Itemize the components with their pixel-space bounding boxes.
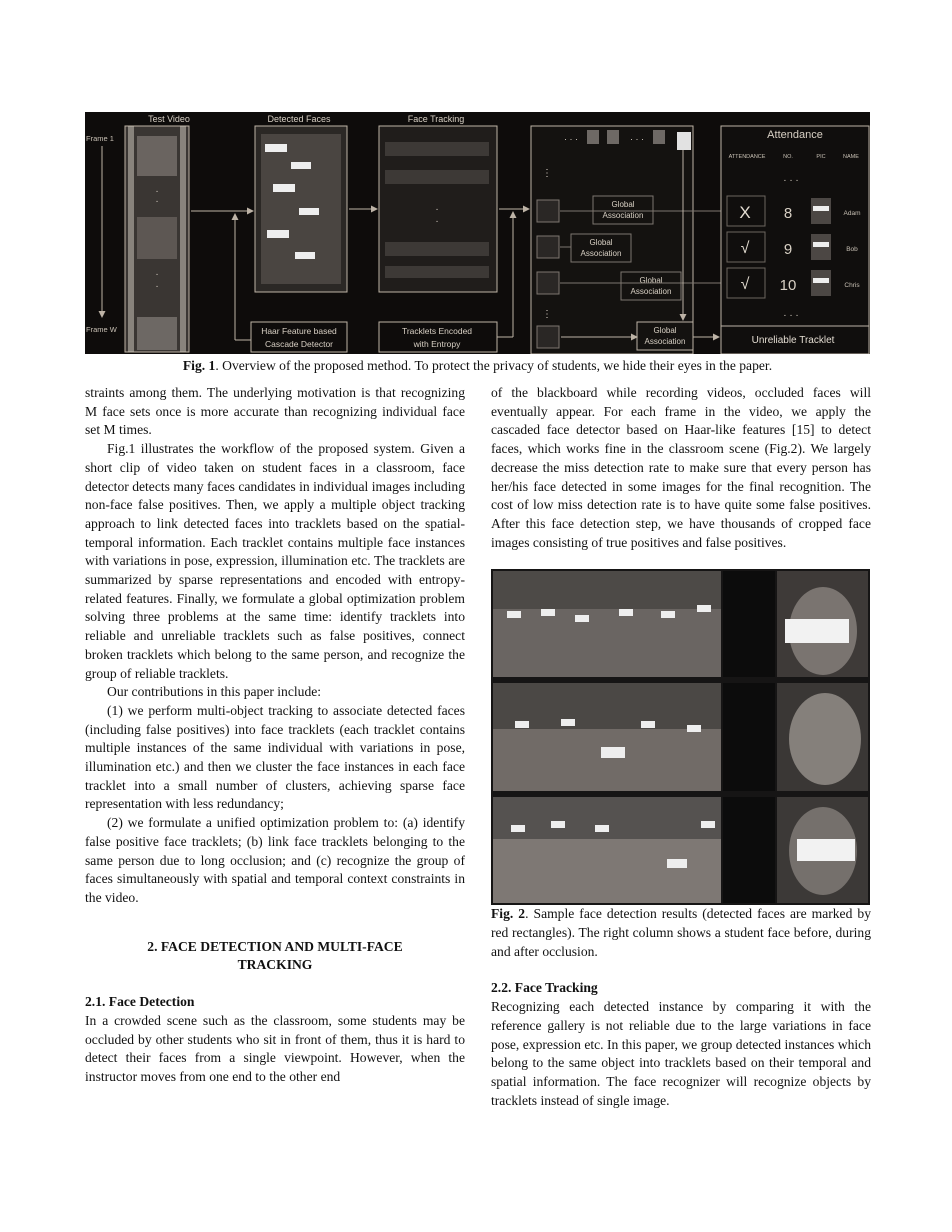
svg-text:·: ·	[155, 186, 159, 197]
global-assoc-4-line1: Global	[653, 326, 677, 335]
left-paragraph-2: Fig.1 illustrates the workflow of the proposed system. Given a short clip of video taken on student faces in a classroom, face detector detects many faces candidates in individual images including non-face false positives. Then, we apply a multiple object tracking approach to link detected faces into tracklets based on the spatial-temporal information. Each tracklet contains multiple face instances with variations in pose, expression, illumination etc. The tracklets are summarized by sparse representations and encoded with entropy-related features. Finally, we formulate a global optimization problem solving three problems at the same time: identify tracklets into reliable and unreliable tracklets such as false positives, connect broken tracklets which belong to the same person, and recognize the group of reliable tracklets.	[85, 441, 465, 681]
attendance-table	[721, 126, 869, 354]
figure-1-caption	[85, 358, 870, 374]
figure-2-caption-label: Fig. 2	[491, 906, 526, 922]
subsection-2-1-title: 2.1. Face Detection	[85, 994, 195, 1010]
attendance-title: Attendance	[767, 129, 823, 141]
attendance-mark-chris: √	[740, 276, 750, 293]
haar-label-line1: Haar Feature based	[261, 326, 337, 336]
svg-text:· · ·: · · ·	[564, 134, 578, 144]
attendance-no-adam: 8	[783, 205, 793, 222]
attendance-ellipsis-bottom: · · ·	[783, 310, 799, 321]
attendance-header-pic: PIC	[816, 154, 826, 160]
figure-2-caption-text: . Sample face detection results (detected faces are marked by red rectangles). The right column shows a student face before, during and after occlusion.	[491, 906, 871, 959]
global-assoc-1-line2: Association	[602, 211, 644, 220]
svg-text:·: ·	[155, 281, 159, 292]
attendance-header-attendance: ATTENDANCE	[728, 154, 766, 160]
attendance-name-chris: Chris	[844, 282, 860, 289]
tracklets-label-line1: Tracklets Encoded	[401, 326, 473, 336]
figure-1	[85, 112, 870, 354]
film-strip	[125, 126, 189, 352]
left-paragraph-6: In a crowded scene such as the classroom, some students may be occluded by other students who sit in front of them, thus it is hard to detect their faces from a single viewpoint. However, when the instructor moves from one end to the other end	[85, 1012, 465, 1084]
global-assoc-1-line1: Global	[611, 200, 635, 209]
face-tracking-box	[379, 126, 497, 292]
attendance-name-bob: Bob	[846, 246, 858, 253]
haar-detector-box	[251, 322, 347, 352]
label-test-video: Test Video	[148, 114, 190, 124]
global-assoc-3-line1: Global	[639, 276, 663, 285]
haar-label-line2: Cascade Detector	[264, 339, 334, 349]
attendance-no-chris: 10	[779, 277, 797, 294]
subsection-2-2-title: 2.2. Face Tracking	[491, 980, 598, 996]
section-2-title-line1: 2. FACE DETECTION AND MULTI-FACE	[147, 938, 403, 954]
right-column	[491, 384, 871, 1110]
tracklets-entropy-box	[379, 322, 497, 352]
svg-text:⋮: ⋮	[542, 309, 552, 320]
attendance-no-bob: 9	[783, 241, 793, 258]
figure-1-caption-label: Fig. 1	[182, 358, 216, 373]
attendance-mark-bob: √	[740, 240, 750, 257]
svg-text:·: ·	[155, 196, 159, 207]
label-frame-w: Frame W	[86, 325, 117, 334]
figure-2-caption	[491, 905, 871, 961]
detected-faces-box	[255, 126, 347, 292]
svg-text:⋮: ⋮	[542, 168, 552, 179]
left-column	[85, 384, 465, 1087]
svg-text:·: ·	[435, 204, 439, 215]
label-face-tracking: Face Tracking	[407, 114, 465, 124]
attendance-ellipsis-top: · · ·	[783, 175, 799, 186]
workflow-diagram	[85, 112, 870, 354]
global-assoc-4-line2: Association	[644, 337, 686, 346]
svg-text:· · ·: · · ·	[630, 134, 644, 144]
association-box	[531, 126, 721, 354]
attendance-name-adam: Adam	[843, 210, 861, 217]
right-paragraph-1: of the blackboard while recording videos, occluded faces will eventually appear. For each frame in the video, we apply the cascaded face detector based on Haar-like features [15] to detect faces, which works fine in the classroom scene (Fig.2). We largely decrease the miss detection rate to make sure that every person has her/his face detected in some images for the final recognition. The cost of low miss detection rate is to have quite some false positives. After this face detection step, we have thousands of cropped face images consisting of true positives and false positives.	[491, 385, 871, 550]
unreliable-tracklet-label: Unreliable Tracklet	[751, 335, 835, 346]
global-assoc-2-line1: Global	[589, 238, 613, 247]
svg-text:·: ·	[155, 269, 159, 280]
label-detected-faces: Detected Faces	[267, 114, 331, 124]
label-frame-1: Frame 1	[86, 134, 114, 143]
left-paragraph-3: Our contributions in this paper include:	[107, 684, 322, 700]
right-paragraph-2: Recognizing each detected instance by comparing it with the reference gallery is not reliable due to the large variations in face pose, expression etc. In this paper, we group detected instances which belong to the same object into tracklets based on their temporal and spatial information. The face recognizer will recognize objects by tracklets instead of single image.	[491, 999, 871, 1108]
figure-2	[491, 569, 870, 905]
left-paragraph-1: straints among them. The underlying motivation is that recognizing M face sets once is more accurate than recognizing individual face set M times.	[85, 385, 465, 438]
attendance-header-no: NO.	[783, 154, 793, 160]
figure-1-caption-text: . Overview of the proposed method. To protect the privacy of students, we hide their eyes in the paper.	[215, 358, 773, 373]
section-2-title-line2: TRACKING	[237, 957, 313, 973]
attendance-mark-adam: X	[739, 203, 751, 222]
global-assoc-3-line2: Association	[630, 287, 672, 296]
global-assoc-2-line2: Association	[580, 249, 622, 258]
left-paragraph-5: (2) we formulate a unified optimization problem to: (a) identify false positive face tracklets; (b) link face tracklets belonging to the same person due to long occlusion; and (c) recognize the group of faces simultaneously with spatial and temporal context constraints in the video.	[85, 815, 465, 905]
svg-text:·: ·	[435, 216, 439, 227]
face-detection-samples	[491, 569, 870, 905]
left-paragraph-4: (1) we perform multi-object tracking to associate detected faces (including false positives) into face tracklets (each tracklet contains multiple instances of the same individual with variations in pose, illumination etc.) and then we cluster the face instances in each face tracklet into a small number of clusters, achieving sparse face representation with less redundancy;	[85, 702, 465, 812]
tracklets-label-line2: with Entropy	[413, 339, 461, 349]
attendance-header-name: NAME	[843, 154, 859, 160]
